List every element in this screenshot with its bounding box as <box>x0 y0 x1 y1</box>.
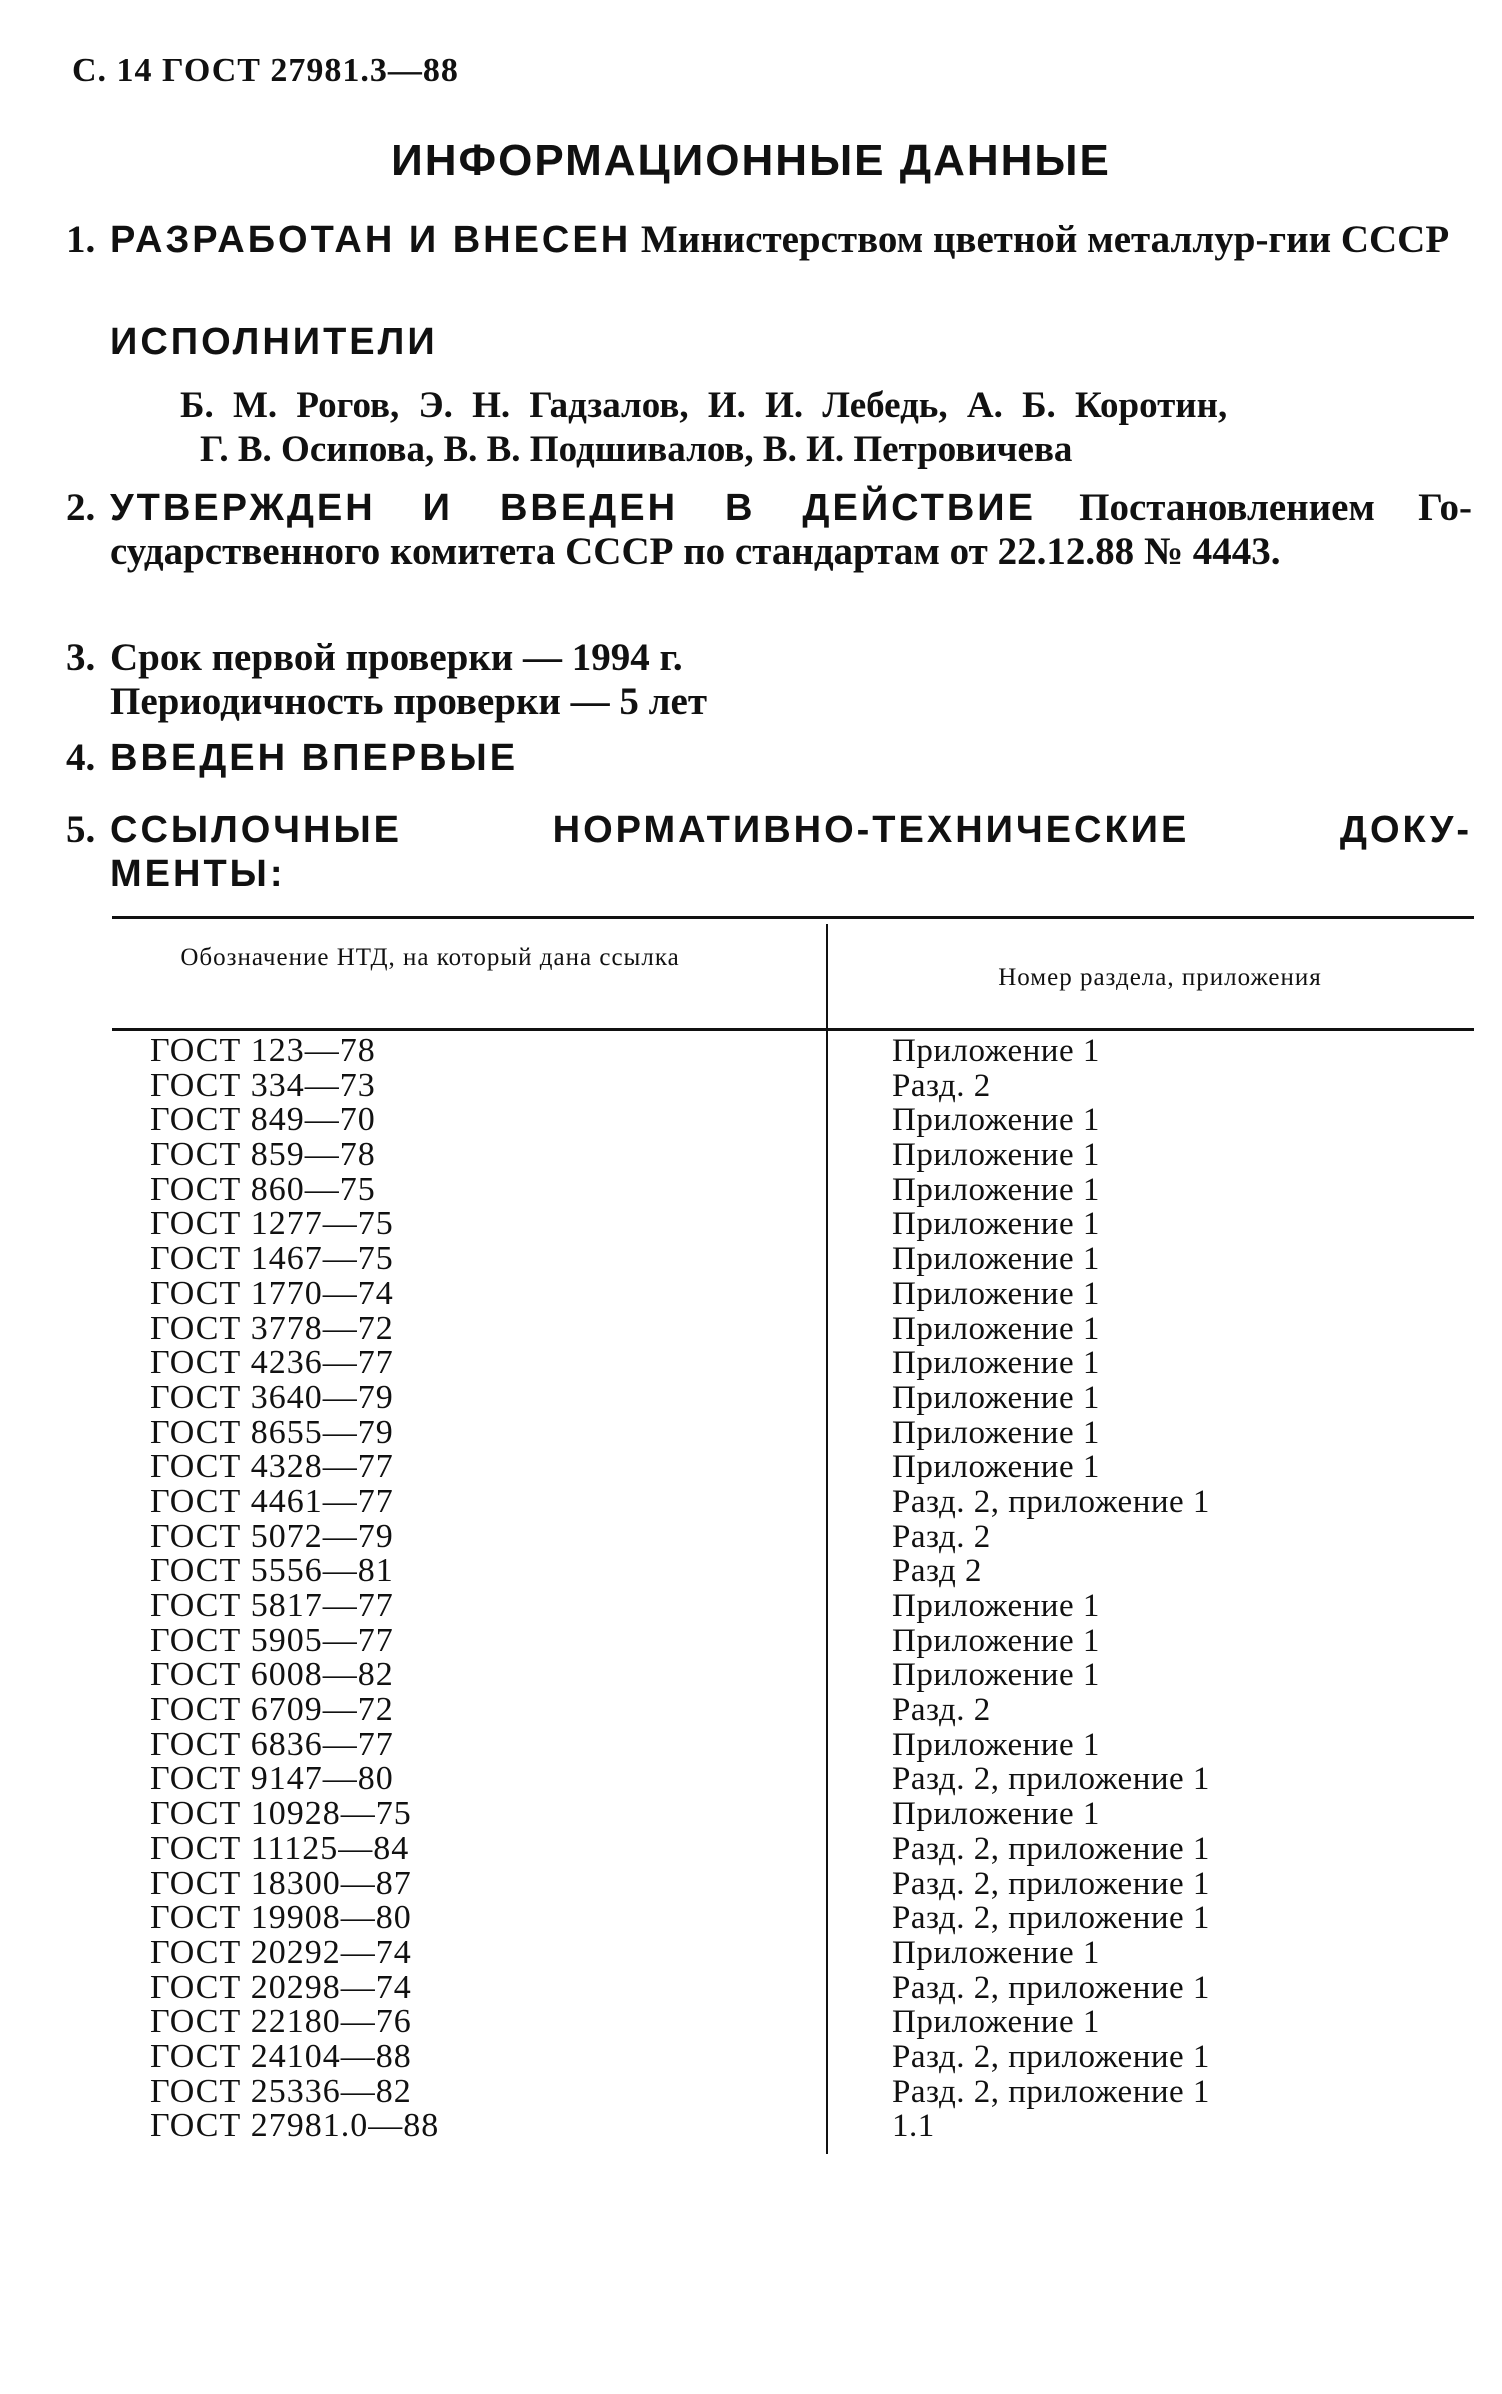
section-reference: Приложение 1 <box>892 1137 1100 1174</box>
page-header: С. 14 ГОСТ 27981.3—88 <box>72 52 459 89</box>
section-reference: Разд. 2, приложение 1 <box>892 2038 1210 2075</box>
table-header-rule <box>112 1028 1474 1031</box>
gost-designation: ГОСТ 27981.0—88 <box>150 2107 440 2145</box>
gost-designation: ГОСТ 11125—84 <box>150 1829 410 1867</box>
table-row <box>0 1829 1502 1867</box>
table-row <box>0 1864 1502 1902</box>
section-reference: Разд. 2 <box>892 1067 991 1104</box>
section-reference: Приложение 1 <box>892 1657 1100 1694</box>
table-row <box>0 2005 1502 2040</box>
item-1-developed-by <box>66 218 1472 262</box>
section-reference: Приложение 1 <box>892 1796 1100 1833</box>
section-reference: Приложение 1 <box>892 1934 1100 1971</box>
table-row <box>0 1207 1502 1242</box>
document-title: ИНФОРМАЦИОННЫЕ ДАННЫЕ <box>391 136 1111 185</box>
gost-designation: ГОСТ 6709—72 <box>150 1691 394 1729</box>
table-row <box>0 1378 1502 1416</box>
gost-designation: ГОСТ 20298—74 <box>150 1968 412 2006</box>
table-row <box>0 1482 1502 1520</box>
gost-designation: ГОСТ 22180—76 <box>150 2003 412 2041</box>
section-reference: Приложение 1 <box>892 1310 1100 1347</box>
table-row <box>0 1450 1502 1485</box>
gost-designation: ГОСТ 859—78 <box>150 1136 376 1174</box>
gost-designation: ГОСТ 20292—74 <box>150 1933 412 1971</box>
table-row <box>0 2037 1502 2075</box>
gost-designation: ГОСТ 8655—79 <box>150 1413 394 1451</box>
table-row <box>0 1797 1502 1832</box>
gost-designation: ГОСТ 19908—80 <box>150 1899 412 1937</box>
section-reference: Разд. 2, приложение 1 <box>892 1761 1210 1798</box>
section-reference: Приложение 1 <box>892 1345 1100 1382</box>
table-row <box>0 1242 1502 1277</box>
table-row <box>0 1725 1502 1763</box>
table-row <box>0 1274 1502 1312</box>
table-row <box>0 1170 1502 1208</box>
section-reference: Разд. 2, приложение 1 <box>892 1865 1210 1902</box>
item-5-word-2: НОРМАТИВНО-ТЕХНИЧЕСКИЕ <box>552 809 1190 851</box>
table-row <box>0 1901 1502 1936</box>
item-3-review <box>66 636 1472 724</box>
performers-label: ИСПОЛНИТЕЛИ <box>110 321 438 363</box>
gost-designation: ГОСТ 25336—82 <box>150 2072 412 2110</box>
gost-designation: ГОСТ 1467—75 <box>150 1240 394 1278</box>
gost-designation: ГОСТ 10928—75 <box>150 1795 412 1833</box>
gost-designation: ГОСТ 6008—82 <box>150 1656 394 1694</box>
section-reference: Приложение 1 <box>892 1449 1100 1486</box>
section-reference: Приложение 1 <box>892 1726 1100 1763</box>
item-5-line-2: МЕНТЫ: <box>110 853 286 895</box>
table-row <box>0 1621 1502 1659</box>
gost-designation: ГОСТ 6836—77 <box>150 1725 394 1763</box>
gost-designation: ГОСТ 5905—77 <box>150 1621 394 1659</box>
item-5-number: 5. <box>66 808 96 851</box>
table-row <box>0 1589 1502 1624</box>
item-3-number: 3. <box>66 636 96 679</box>
table-row <box>0 1346 1502 1381</box>
gost-designation: ГОСТ 4236—77 <box>150 1344 394 1382</box>
section-reference: 1.1 <box>892 2108 935 2145</box>
section-reference: Приложение 1 <box>892 1275 1100 1312</box>
table-row <box>0 1413 1502 1451</box>
section-reference: Разд. 2, приложение 1 <box>892 1830 1210 1867</box>
table-header-section: Номер раздела, приложения <box>998 964 1322 991</box>
performers-line-2: Г. В. Осипова, В. В. Подшивалов, В. И. Петровичева <box>200 429 1073 470</box>
gost-designation: ГОСТ 5817—77 <box>150 1587 394 1624</box>
gost-designation: ГОСТ 860—75 <box>150 1170 376 1208</box>
table-row <box>0 1658 1502 1693</box>
gost-designation: ГОСТ 5556—81 <box>150 1552 394 1590</box>
reference-table-body <box>0 1034 1502 2144</box>
item-5-word-3: ДОКУ- <box>1339 809 1472 851</box>
item-1-caption: РАЗРАБОТАН И ВНЕСЕН <box>110 219 632 261</box>
gost-designation: ГОСТ 1277—75 <box>150 1205 394 1243</box>
table-row <box>0 1517 1502 1555</box>
item-1-text: Министерством цветной металлур-гии СССР <box>640 218 1450 261</box>
table-row <box>0 1138 1502 1173</box>
table-row <box>0 1309 1502 1347</box>
item-2-approved <box>66 486 1472 574</box>
section-reference: Приложение 1 <box>892 1033 1100 1069</box>
gost-designation: ГОСТ 123—78 <box>150 1032 376 1069</box>
section-reference: Разд. 2, приложение 1 <box>892 2073 1210 2110</box>
item-4-introduced-first <box>66 736 1472 780</box>
item-5-word-1: ССЫЛОЧНЫЕ <box>110 809 402 851</box>
table-row <box>0 1103 1502 1138</box>
section-reference: Приложение 1 <box>892 1171 1100 1208</box>
section-reference: Разд. 2 <box>892 1692 991 1729</box>
section-reference: Разд. 2, приложение 1 <box>892 1900 1210 1937</box>
section-reference: Приложение 1 <box>892 1414 1100 1451</box>
gost-designation: ГОСТ 849—70 <box>150 1101 376 1139</box>
table-row <box>0 1066 1502 1104</box>
item-2-caption: УТВЕРЖДЕН И ВВЕДЕН В ДЕЙСТВИЕ <box>110 487 1036 529</box>
performers-line-1: Б. М. Рогов, Э. Н. Гадзалов, И. И. Лебедь, А. Б. Коротин, <box>180 385 1228 426</box>
gost-designation: ГОСТ 1770—74 <box>150 1274 394 1312</box>
item-3-first-review: Срок первой проверки — 1994 г. <box>110 636 683 679</box>
table-top-rule <box>112 916 1474 919</box>
section-reference: Приложение 1 <box>892 1241 1100 1278</box>
gost-designation: ГОСТ 9147—80 <box>150 1760 394 1798</box>
gost-designation: ГОСТ 3640—79 <box>150 1378 394 1416</box>
item-4-caption: ВВЕДЕН ВПЕРВЫЕ <box>110 737 519 779</box>
table-row <box>0 1034 1502 1069</box>
gost-designation: ГОСТ 4461—77 <box>150 1482 394 1520</box>
performers-list <box>180 384 1472 472</box>
gost-designation: ГОСТ 18300—87 <box>150 1864 412 1902</box>
item-2-text: Постановлением Го-сударственного комитета СССР по стандартам от 22.12.88 № 4443. <box>110 486 1472 573</box>
table-row <box>0 1933 1502 1971</box>
section-reference: Приложение 1 <box>892 1102 1100 1139</box>
gost-designation: ГОСТ 4328—77 <box>150 1448 394 1486</box>
section-reference: Разд. 2, приложение 1 <box>892 1969 1210 2006</box>
section-reference: Приложение 1 <box>892 1206 1100 1243</box>
gost-designation: ГОСТ 24104—88 <box>150 2037 412 2075</box>
section-reference: Приложение 1 <box>892 1588 1100 1624</box>
item-5-references <box>66 808 1472 896</box>
section-reference: Приложение 1 <box>892 1379 1100 1416</box>
table-row <box>0 2109 1502 2144</box>
item-4-number: 4. <box>66 736 96 779</box>
item-3-review-period: Периодичность проверки — 5 лет <box>110 680 707 723</box>
gost-designation: ГОСТ 5072—79 <box>150 1517 394 1555</box>
table-row <box>0 1968 1502 2006</box>
table-row <box>0 1762 1502 1797</box>
item-1-number: 1. <box>66 218 96 261</box>
table-header-document: Обозначение НТД, на который дана ссылка <box>180 944 680 971</box>
table-row <box>0 1554 1502 1589</box>
gost-designation: ГОСТ 3778—72 <box>150 1309 394 1347</box>
item-2-number: 2. <box>66 486 96 529</box>
section-reference: Приложение 1 <box>892 1622 1100 1659</box>
section-reference: Разд. 2, приложение 1 <box>892 1483 1210 1520</box>
table-row <box>0 2072 1502 2110</box>
table-row <box>0 1693 1502 1728</box>
section-reference: Разд 2 <box>892 1553 982 1590</box>
section-reference: Разд. 2 <box>892 1518 991 1555</box>
section-reference: Приложение 1 <box>892 2004 1100 2041</box>
gost-designation: ГОСТ 334—73 <box>150 1066 376 1104</box>
